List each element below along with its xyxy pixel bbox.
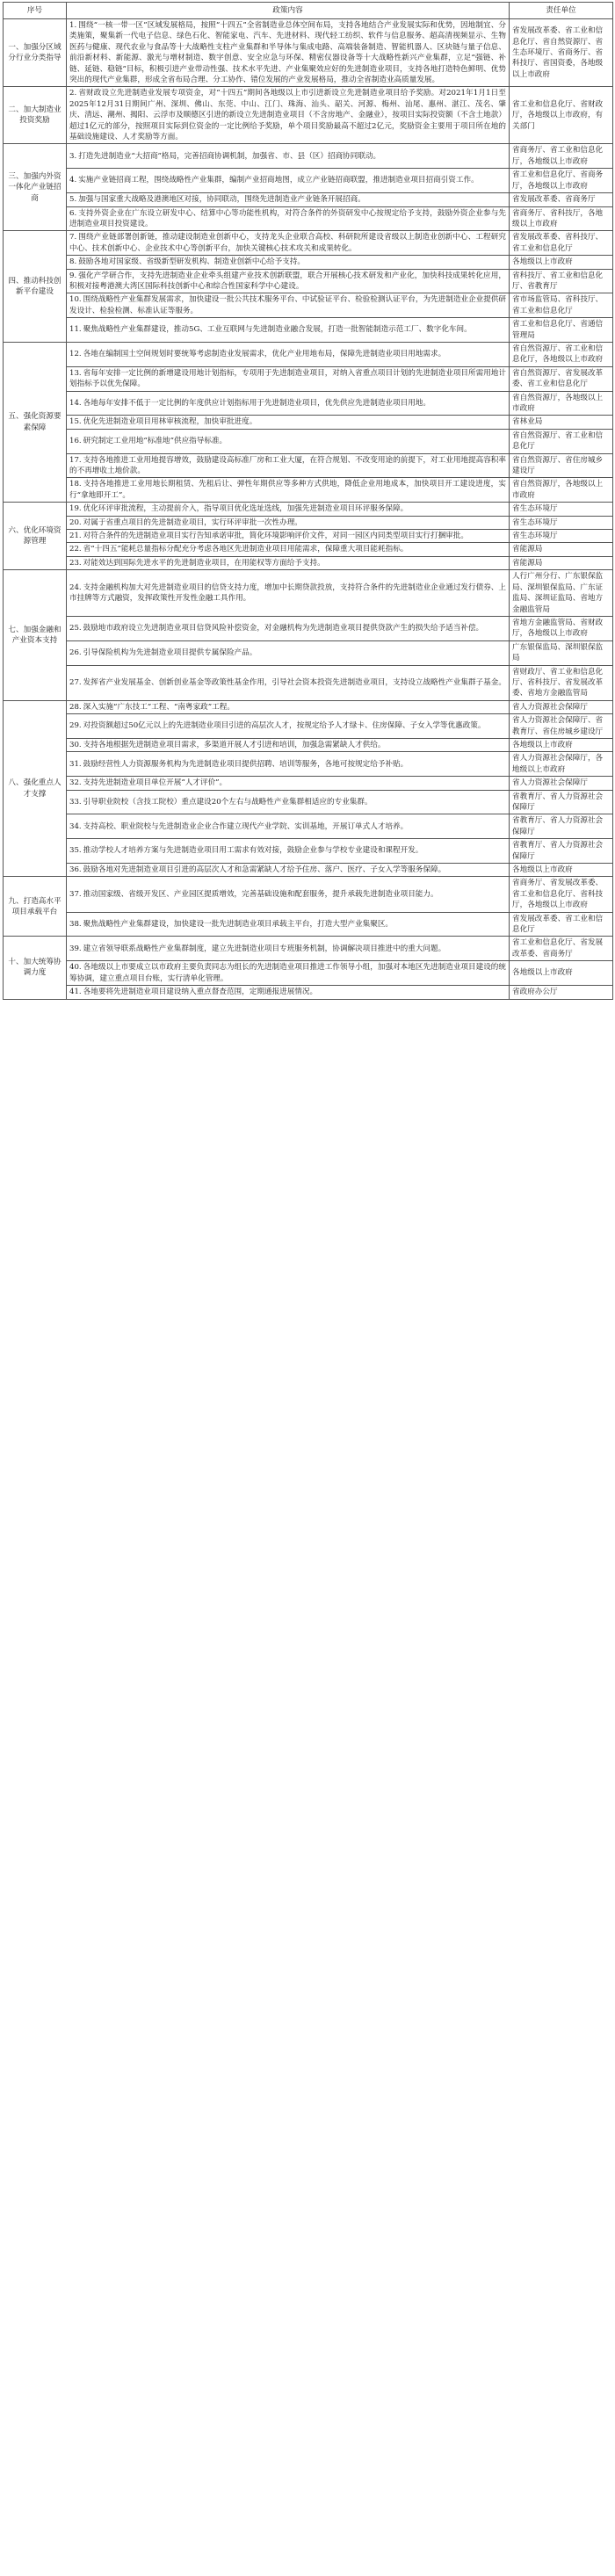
item-text: 优化先进制造业项目用林审核流程，加快审批进度。	[83, 417, 257, 427]
policy-item-cell	[67, 366, 510, 391]
table-row	[4, 912, 613, 937]
policy-item-cell	[67, 19, 510, 87]
item-number: 40.	[69, 963, 82, 973]
item-number: 21.	[69, 532, 82, 541]
policy-item-cell	[67, 877, 510, 912]
item-text: 鼓励各地对先进制造业项目引进的高层次人才和急需紧缺人才给予住房、落户、医疗、子女入学等服务保障。	[83, 865, 446, 875]
item-number: 20.	[69, 517, 82, 527]
policy-item-cell	[67, 206, 510, 231]
policy-item-cell	[67, 714, 510, 739]
item-number: 9.	[69, 271, 77, 280]
policy-item-cell	[67, 429, 510, 453]
table-row	[4, 665, 613, 700]
item-text: 对能效达到国际先进水平的先进制造业项目，在用能权等方面给予支持。	[83, 558, 325, 568]
policy-item-cell	[67, 864, 510, 877]
responsible-unit-cell: 省商务厅、省科技厅，各地级以上市政府	[510, 206, 613, 231]
policy-item-cell	[67, 790, 510, 814]
item-number: 38.	[69, 919, 82, 929]
item-text: 推动国家级、省级开发区、产业园区提质增效，完善基础设施和配套服务，提升承载先进制造业项目能力。	[83, 889, 438, 899]
policy-item-cell	[67, 640, 510, 665]
policy-item-cell	[67, 986, 510, 999]
responsible-unit-cell: 省科技厅、省工业和信息化厅、省教育厅	[510, 269, 613, 293]
policy-item-cell	[67, 839, 510, 864]
responsible-unit-cell: 省发展改革委、省工业和信息化厅、省自然资源厅、省生态环境厅、省商务厅、省科技厅、省国资委，各地级以上市政府	[510, 19, 613, 87]
responsible-unit-cell: 省发展改革委、省商务厅	[510, 193, 613, 206]
responsible-unit-cell: 各地级以上市政府	[510, 738, 613, 751]
table-row	[4, 256, 613, 269]
item-text: 鼓励地市政府设立先进制造业项目信贷风险补偿资金，对金融机构为先进制造业项目提供贷款产生的损失给予适当补偿。	[83, 624, 484, 633]
category-cell: 三、加强内外资一体化产业链招商	[4, 144, 67, 231]
item-text: 各地级以上市要成立以市政府主要负责同志为组长的先进制造业项目推进工作领导小组，加强对本地区先进制造业项目建设的统筹协调，建立重点项目台账，实行清单化管理。	[69, 963, 506, 983]
policy-item-cell	[67, 700, 510, 713]
item-number: 2.	[69, 89, 77, 98]
policy-item-cell	[67, 256, 510, 269]
item-number: 34.	[69, 821, 82, 831]
policy-item-cell	[67, 530, 510, 543]
responsible-unit-cell: 省工业和信息化厅、省通信管理局	[510, 318, 613, 343]
item-text: 鼓励各地对国家级、省级新型研发机构、制造业创新中心给予支持。	[78, 257, 306, 267]
table-row	[4, 752, 613, 777]
responsible-unit-cell: 省教育厅、省人力资源社会保障厅	[510, 814, 613, 839]
item-number: 30.	[69, 740, 82, 749]
item-text: 推动学校人才培养方案与先进制造业项目用工需求有效对接，鼓励企业参与学校专业建设和课程开发。	[83, 846, 423, 856]
table-row	[4, 839, 613, 864]
item-text: 打造先进制造业“大招商”格局，完善招商协调机制，加强省、市、县（区）招商协同联动。	[78, 151, 381, 161]
policy-item-cell	[67, 516, 510, 529]
responsible-unit-cell: 省自然资源厅、省工业和信息化厅	[510, 429, 613, 453]
table-row	[4, 714, 613, 739]
policy-item-cell	[67, 570, 510, 617]
item-number: 10.	[69, 295, 82, 305]
table-row	[4, 556, 613, 569]
item-number: 23.	[69, 558, 82, 568]
item-number: 31.	[69, 759, 82, 769]
policy-item-cell	[67, 616, 510, 640]
category-cell: 九、打造高水平项目承载平台	[4, 877, 67, 937]
item-text: 围绕产业链部署创新链，推动建设制造业创新中心，支持龙头企业联合高校、科研院所建设省级以上制造业创新中心、工程研究中心、技术创新中心、企业技术中心等创新平台，加快关键核心技术攻关和成果转化。	[69, 233, 506, 253]
responsible-unit-cell: 省市场监管局、省科技厅、省工业和信息化厅	[510, 293, 613, 318]
policy-item-cell	[67, 503, 510, 516]
item-number: 14.	[69, 398, 82, 408]
item-text: 围绕“一核一带一区”区域发展格局，按照“十四五”全省制造业总体空间布局，支持各地结合产业发展实际和优势，因地制宜、分类施策，聚集新一代电子信息、绿色石化、智能家电、汽车、先进材料、现代轻工纺织、软件与信息服务、超高清视频显示、生物医药与健康、现代农业与食品等十大战略性支柱产业集群和半导体与集成电路、高端装备制造、智能机器人、区块链与量子信息、前沿新材料、新能源、激光与增材制造、数字创意、安全应急与环保、精密仪器设备等十大战略性新兴产业集群，立足“强链、补链、延链、稳链”目标，积极引进产业带动性强、技术水平先进、产业集聚效应好的先进制造业项目，支持各地打造特色鲜明、优势突出的现代产业集群，形成全省布局合理、分工协作、错位发展的产业发展格局，推动全省制造业高质量发展。	[69, 21, 506, 85]
responsible-unit-cell: 省工业和信息化厅、省发展改革委、省商务厅	[510, 937, 613, 961]
header-content: 政策内容	[67, 3, 510, 19]
item-text: 加强与国家重大战略及港澳地区对接，协同联动，围绕先进制造业产业链条开展招商。	[78, 195, 365, 205]
header-dept: 责任单位	[510, 3, 613, 19]
responsible-unit-cell: 省人力资源社会保障厅、省教育厅、省住房城乡建设厅	[510, 714, 613, 739]
item-text: 支持高校、职业院校与先进制造业企业合作建立现代产业学院、实训基地，开展订单式人才培养。	[83, 821, 409, 831]
policy-item-cell	[67, 453, 510, 478]
responsible-unit-cell: 省生态环境厅	[510, 516, 613, 529]
item-text: 各地在编制国土空间规划时要统筹考虑制造业发展需求，优化产业用地布局，保障先进制造业项目用地需求。	[83, 350, 446, 359]
policy-item-cell	[67, 543, 510, 556]
table-row	[4, 700, 613, 713]
item-text: 省每年安排一定比例的新增建设用地计划指标，专项用于先进制造业项目，对纳入省重点项目计划的先进制造业项目所需用地计划指标予以优先保障。	[69, 368, 506, 389]
table-row	[4, 269, 613, 293]
category-cell: 八、强化重点人才支撑	[4, 700, 67, 877]
item-text: 省“十四五”能耗总量指标分配充分考虑各地区先进制造业项目用能需求，保障重大项目能耗指标。	[83, 545, 409, 554]
table-row	[4, 293, 613, 318]
table-row	[4, 790, 613, 814]
item-number: 24.	[69, 582, 82, 592]
responsible-unit-cell: 省工业和信息化厅、省财政厅，各地级以上市政府，有关部门	[510, 87, 613, 144]
item-text: 实施产业链招商工程，围绕战略性产业集群，编制产业招商地图，成立产业链招商联盟，推进制造业项目招商引资工作。	[78, 176, 479, 185]
policy-item-cell	[67, 738, 510, 751]
category-cell: 十、加大统筹协调力度	[4, 937, 67, 999]
table-row	[4, 318, 613, 343]
policy-item-cell	[67, 478, 510, 503]
item-text: 支持各地根据先进制造业项目需求，多渠道开展人才引进和培训，加强急需紧缺人才供给。	[83, 740, 386, 749]
policy-item-cell	[67, 169, 510, 193]
item-text: 聚焦战略性产业集群建设，加快建设一批先进制造业项目承载主平台，打造大型产业集聚区。	[83, 919, 394, 929]
responsible-unit-cell: 人行广州分行、广东银保监局、深圳银保监局、广东证监局、深圳证监局、省地方金融监管局	[510, 570, 613, 617]
responsible-unit-cell: 省商务厅、省工业和信息化厅，各地级以上市政府	[510, 144, 613, 169]
policy-item-cell	[67, 556, 510, 569]
table-row	[4, 144, 613, 169]
item-text: 优化环评审批流程，主动提前介入，指导项目优化选址选线，加强先进制造业项目环评服务保障。	[83, 504, 409, 514]
responsible-unit-cell: 省商务厅、省发展改革委、省工业和信息化厅、省科技厅，各地级以上市政府	[510, 877, 613, 912]
table-row	[4, 169, 613, 193]
item-text: 支持外资企业在广东设立研发中心、结算中心等功能性机构，对符合条件的外资研发中心按规定给予支持，鼓励外资企业参与先进制造业项目投资建设。	[69, 208, 506, 228]
item-text: 建立省领导联系战略性产业集群制度，建立先进制造业项目专班服务机制，协调解决项目推进中的重大问题。	[83, 944, 446, 953]
table-row	[4, 416, 613, 429]
responsible-unit-cell: 省发展改革委、省科技厅、省工业和信息化厅	[510, 231, 613, 256]
responsible-unit-cell: 省人力资源社会保障厅	[510, 777, 613, 790]
policy-item-cell	[67, 391, 510, 416]
policy-item-cell	[67, 937, 510, 961]
item-text: 研究制定工业用地“标准地”供应指导标准。	[83, 437, 228, 446]
table-row	[4, 87, 613, 144]
table-body	[4, 19, 613, 1000]
item-text: 引导保险机构为先进制造业项目提供专属保险产品。	[83, 648, 257, 657]
responsible-unit-cell: 省林业局	[510, 416, 613, 429]
item-number: 25.	[69, 624, 82, 633]
item-number: 33.	[69, 797, 82, 807]
item-number: 39.	[69, 944, 82, 953]
responsible-unit-cell: 各地级以上市政府	[510, 864, 613, 877]
item-text: 支持金融机构加大对先进制造业项目的信贷支持力度，增加中长期贷款投放，支持符合条件的先进制造业企业通过发行债券、上市挂牌等方式融资，发挥政策性开发性金融工具作用。	[69, 582, 506, 604]
item-number: 3.	[69, 151, 77, 161]
item-number: 27.	[69, 677, 82, 687]
table-row	[4, 516, 613, 529]
responsible-unit-cell: 省自然资源厅、省发展改革委、省工业和信息化厅	[510, 366, 613, 391]
table-row	[4, 342, 613, 366]
policy-item-cell	[67, 814, 510, 839]
table-row	[4, 453, 613, 478]
table-row	[4, 193, 613, 206]
item-number: 28.	[69, 702, 82, 712]
policy-item-cell	[67, 293, 510, 318]
item-number: 6.	[69, 208, 77, 218]
responsible-unit-cell: 省能源局	[510, 543, 613, 556]
item-number: 15.	[69, 417, 82, 427]
table-row	[4, 777, 613, 790]
item-number: 5.	[69, 195, 77, 205]
item-number: 41.	[69, 988, 82, 997]
responsible-unit-cell: 省人力资源社会保障厅，各地级以上市政府	[510, 752, 613, 777]
item-text: 引导职业院校（含技工院校）重点建设20个左右与战略性产业集群相适应的专业集群。	[83, 797, 373, 807]
table-row	[4, 961, 613, 986]
policy-item-cell	[67, 912, 510, 937]
category-cell: 六、优化环境资源管理	[4, 503, 67, 570]
item-number: 26.	[69, 648, 82, 657]
table-row	[4, 530, 613, 543]
responsible-unit-cell: 省生态环境厅	[510, 503, 613, 516]
item-text: 深入实施“广东技工”工程、“南粤家政”工程。	[83, 702, 235, 712]
item-text: 发挥省产业发展基金、创新创业基金等政策性基金作用，引导社会资本投资先进制造业项目，支持设立战略性产业集群子基金。	[83, 677, 506, 687]
item-text: 各地每年安排不低于一定比例的年度供应计划指标用于先进制造业项目，优先供应先进制造业项目用地。	[83, 398, 430, 408]
responsible-unit-cell: 省自然资源厅，各地级以上市政府	[510, 391, 613, 416]
table-row	[4, 864, 613, 877]
policy-item-cell	[67, 193, 510, 206]
table-row	[4, 478, 613, 503]
item-text: 鼓励经营性人力资源服务机构为先进制造业项目提供招聘、培训等服务，各地可按规定给予补贴。	[83, 759, 409, 769]
item-number: 1.	[69, 21, 77, 30]
table-row	[4, 616, 613, 640]
item-number: 17.	[69, 455, 82, 465]
responsible-unit-cell: 省人力资源社会保障厅	[510, 700, 613, 713]
responsible-unit-cell: 各地级以上市政府	[510, 256, 613, 269]
policy-item-cell	[67, 144, 510, 169]
table-row	[4, 877, 613, 912]
responsible-unit-cell: 省政府办公厅	[510, 986, 613, 999]
table-row	[4, 814, 613, 839]
table-row	[4, 640, 613, 665]
responsible-unit-cell: 省自然资源厅、省住房城乡建设厅	[510, 453, 613, 478]
item-number: 11.	[69, 325, 82, 335]
responsible-unit-cell: 广东银保监局、深圳银保监局	[510, 640, 613, 665]
policy-item-cell	[67, 231, 510, 256]
policy-item-cell	[67, 342, 510, 366]
table-row	[4, 570, 613, 617]
table-header-row	[4, 3, 613, 19]
policy-item-cell	[67, 416, 510, 429]
policy-item-cell	[67, 777, 510, 790]
table-row	[4, 543, 613, 556]
table-row	[4, 937, 613, 961]
table-row	[4, 206, 613, 231]
responsible-unit-cell: 省地方金融监管局、省财政厅，各地级以上市政府	[510, 616, 613, 640]
table-row	[4, 391, 613, 416]
item-number: 36.	[69, 865, 82, 875]
category-cell: 五、强化资源要素保障	[4, 342, 67, 502]
table-row	[4, 231, 613, 256]
policy-item-cell	[67, 318, 510, 343]
item-number: 18.	[69, 480, 82, 489]
responsible-unit-cell: 省能源局	[510, 556, 613, 569]
item-number: 16.	[69, 437, 82, 446]
item-text: 聚焦战略性产业集群建设，推动5G、工业互联网与先进制造业融合发展，打造一批智能制造示范工厂、数字化车间。	[83, 325, 472, 335]
item-text: 对符合条件的先进制造业项目实行告知承诺审批，简化环境影响评价文件，对同一园区内同类型项目实行打捆审批。	[83, 532, 468, 541]
item-number: 19.	[69, 504, 82, 514]
item-text: 支持各地推进工业用地长期租赁、先租后让、弹性年期供应等多种方式供地，降低企业用地成本，加快项目开工建设进度，实行“拿地即开工”。	[69, 480, 506, 500]
item-text: 各地要将先进制造业项目建设纳入重点督查范围，定期通报进展情况。	[83, 988, 318, 997]
item-number: 35.	[69, 846, 82, 856]
item-number: 12.	[69, 350, 82, 359]
item-number: 22.	[69, 545, 82, 554]
item-number: 8.	[69, 257, 77, 267]
responsible-unit-cell: 各地级以上市政府	[510, 961, 613, 986]
item-text: 强化产学研合作，支持先进制造业企业牵头组建产业技术创新联盟，联合开展核心技术研发和产业化，加快科技成果转化应用，积极对接粤港澳大湾区国际科技创新中心和综合性国家科学中心建设。	[69, 271, 506, 291]
policy-item-cell	[67, 269, 510, 293]
responsible-unit-cell: 省发展改革委、省工业和信息化厅	[510, 912, 613, 937]
item-number: 32.	[69, 778, 82, 788]
responsible-unit-cell: 省自然资源厅、省工业和信息化厅，各地级以上市政府	[510, 342, 613, 366]
table-row	[4, 738, 613, 751]
policy-table	[3, 2, 613, 1000]
table-row	[4, 986, 613, 999]
header-seq: 序号	[4, 3, 67, 19]
item-text: 对属于省重点项目的先进制造业项目，实行环评审批一次性办理。	[83, 517, 302, 527]
item-text: 围绕战略性产业集群发展需求，加快建设一批公共技术服务平台、中试验证平台、检验检测认证平台，为先进制造业企业提供研发设计、检验检测、标准认证等服务。	[69, 295, 506, 315]
table-row	[4, 429, 613, 453]
category-cell: 二、加大制造业投资奖励	[4, 87, 67, 144]
category-cell: 一、加强分区域分行业分类指导	[4, 19, 67, 87]
item-number: 13.	[69, 368, 82, 378]
item-number: 29.	[69, 721, 82, 731]
responsible-unit-cell: 省教育厅、省人力资源社会保障厅	[510, 839, 613, 864]
item-text: 支持先进制造业项目单位开展“人才评价”。	[83, 778, 228, 788]
responsible-unit-cell: 省工业和信息化厅、省商务厅，各地级以上市政府	[510, 169, 613, 193]
item-text: 支持各地推进工业用地提容增效，鼓励建设高标准厂房和工业大厦，在符合规划、不改变用途的前提下，对工业用地提高容积率的不再增收土地价款。	[69, 455, 506, 476]
responsible-unit-cell: 省自然资源厅，各地级以上市政府	[510, 478, 613, 503]
table-row	[4, 366, 613, 391]
responsible-unit-cell: 省财政厅、省工业和信息化厅、省科技厅、省发展改革委、省地方金融监管局	[510, 665, 613, 700]
policy-item-cell	[67, 87, 510, 144]
table-row	[4, 19, 613, 87]
policy-item-cell	[67, 665, 510, 700]
item-text: 省财政设立先进制造业发展专项资金，对“十四五”期间各地级以上市引进新设立先进制造业项目给予奖励。对2021年1月1日至2025年12月31日期间广州、深圳、佛山、东莞、中山、江门、珠海、汕头、韶关、河源、梅州、汕尾、惠州、湛江、茂名、肇庆、清远、潮州、揭阳、云浮市及顺德区引进的新设立先进制造业项目（不含房地产、金融业），按项目实际投资额（不含土地款）超过1亿元的部分，按照项目实际到位资金的一定比例给予奖励，单个项目奖励最高不超过2亿元，奖励资金主要用于项目所在地的基础设施建设、人才奖励等方面。	[69, 89, 506, 142]
item-number: 4.	[69, 176, 77, 185]
policy-item-cell	[67, 752, 510, 777]
responsible-unit-cell: 省教育厅、省人力资源社会保障厅	[510, 790, 613, 814]
policy-item-cell	[67, 961, 510, 986]
category-cell: 七、加强金融和产业资本支持	[4, 570, 67, 700]
item-number: 37.	[69, 889, 82, 899]
responsible-unit-cell: 省生态环境厅	[510, 530, 613, 543]
category-cell: 四、推动科技创新平台建设	[4, 231, 67, 343]
table-row	[4, 503, 613, 516]
item-number: 7.	[69, 233, 77, 242]
item-text: 对投资额超过50亿元以上的先进制造业项目引进的高层次人才，按规定给予人才绿卡、住房保障、子女入学等优惠政策。	[83, 721, 486, 731]
